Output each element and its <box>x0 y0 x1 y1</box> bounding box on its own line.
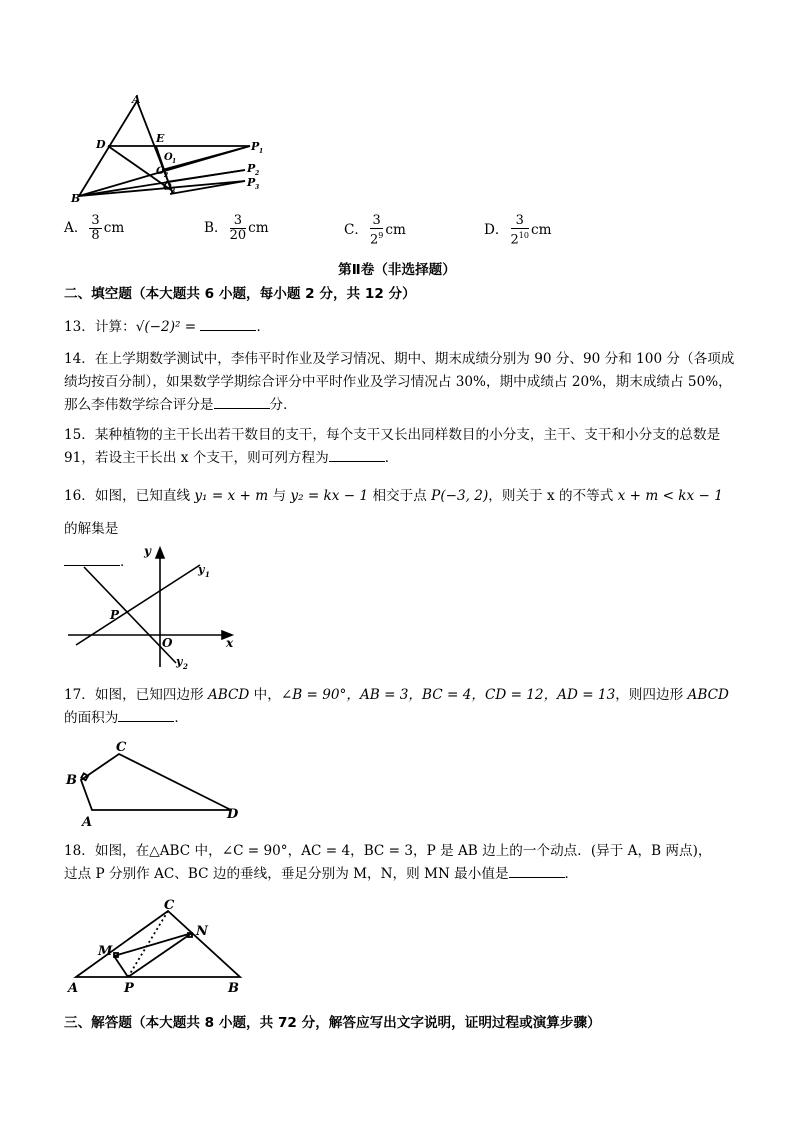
question-15: 15．某种植物的主干长出若干数目的支干，每个支干又长出同样数目的小分支，主干、支干和小分支的总数是 91，若设主干长出 x 个支干，则可列方程为 ． <box>64 427 721 466</box>
fig12-label-O3-sub: 3 <box>171 188 176 195</box>
fig16-label-y2-sub: 2 <box>183 662 188 670</box>
figure-q18 <box>64 895 249 1000</box>
question-16: 16．如图，已知直线 y₁ = x + m 与 y₂ = kx − 1 相交于点 P(−3, 2)，则关于 x 的不等式 x + m < kx − 1 的解集是 ． <box>64 488 723 570</box>
option-unit: cm <box>248 220 269 236</box>
fig18-segment-PN <box>128 933 192 977</box>
q18-line-1: 18．如图，在△ABC 中，∠C = 90°，AC = 4，BC = 3，P 是 AB 边上的一个动点．(异于 A，B 两点)， <box>64 843 712 859</box>
answer-blank[interactable] <box>214 394 270 409</box>
fig18-segment-MN <box>114 933 192 956</box>
q12-option-c <box>344 214 406 247</box>
fig12-label-P1: P <box>251 140 260 153</box>
option-unit: cm <box>103 220 125 236</box>
question-14: 14．在上学期数学测试中，李伟平时作业及学习情况、期中、期末成绩分别为 90 分、90 分和 100 分（各项成绩均按百分制），如果数学学期综合评分中平时作业及学习情况占 30%，期中成绩占 20%，期末成绩占 50%，那么李伟数学综合评分是 分． <box>64 351 735 413</box>
fig18-label-P: P <box>124 981 134 996</box>
option-unit: cm <box>530 222 552 239</box>
option-letter: C． <box>344 222 368 239</box>
answer-blank[interactable] <box>329 447 385 462</box>
option-letter: A． <box>64 220 88 236</box>
fig16-label-y2: y <box>176 655 183 668</box>
fig18-label-B: B <box>228 981 239 996</box>
fig12-label-D: D <box>96 138 106 151</box>
fig16-label-O: O <box>162 636 173 650</box>
fig12-label-O2-sub: 2 <box>164 172 169 179</box>
fig12-label-P3-sub: 3 <box>255 184 260 191</box>
question-13: 13．计算：√(−2)² = ． <box>64 316 736 339</box>
q12-option-a <box>64 214 124 243</box>
figure-q12 <box>70 90 270 208</box>
q16-inequality: x + m < kx − 1 <box>617 488 723 504</box>
option-letter: D． <box>484 222 509 239</box>
option-fraction: $\frac{3}{8}$ <box>91 213 100 243</box>
q17-conditions: ∠B = 90°，AB = 3，BC = 4，CD = 12，AD = 13 <box>280 687 616 703</box>
q12-option-b <box>204 214 269 243</box>
fig18-label-M: M <box>98 944 113 959</box>
part2-title: 第Ⅱ卷（非选择题） <box>338 262 456 278</box>
fig12-label-P3: P <box>247 176 256 189</box>
fig12-label-A: A <box>132 93 141 106</box>
section3-heading: 三、解答题（本大题共 8 小题，共 72 分，解答应写出文字说明，证明过程或演算步骤） <box>64 1015 601 1031</box>
fig18-segment-CP <box>128 911 168 977</box>
fig12-segment-P2O3 <box>166 170 245 182</box>
fig12-label-B: B <box>71 192 81 205</box>
fig18-label-C: C <box>164 898 175 913</box>
fig17-label-D: D <box>227 807 239 822</box>
option-unit: cm <box>385 222 406 239</box>
q16-point: P(−3, 2) <box>431 488 489 504</box>
option-letter: B． <box>204 220 228 236</box>
q16-line2-equation: y₂ = kx − 1 <box>290 488 369 504</box>
option-fraction: $\frac{3}{2^{10}}$ <box>510 213 529 248</box>
figure-q16 <box>64 545 244 670</box>
fig18-label-N: N <box>196 924 208 939</box>
fig18-label-A: A <box>68 981 79 996</box>
fig16-label-y1-sub: 1 <box>205 570 210 579</box>
fig16-label-x: x <box>226 636 234 650</box>
option-fraction: $\frac{3}{20}$ <box>229 213 247 243</box>
fig16-label-y1: y <box>198 563 205 576</box>
answer-blank[interactable] <box>118 707 174 722</box>
fig18-segment-PM <box>114 956 128 977</box>
q13-expression: √(−2)² = <box>135 319 197 335</box>
q12-option-d <box>484 214 551 247</box>
figure-q17 <box>64 736 249 831</box>
fig12-label-O3: O <box>163 182 172 193</box>
fig12-label-P1-sub: 1 <box>259 148 264 155</box>
fig16-label-y: y <box>144 545 151 558</box>
fig17-label-C: C <box>116 740 127 755</box>
answer-blank[interactable] <box>200 316 256 331</box>
q16-line1-equation: y₁ = x + m <box>194 488 269 504</box>
question-17: 17．如图，已知四边形 ABCD 中，∠B = 90°，AB = 3，BC = 4，CD = 12，AD = 13，则四边形 ABCD 的面积为 ． <box>64 687 729 726</box>
q18-line-2: 过点 P 分别作 AC、BC 边的垂线，垂足分别为 M，N，则 MN 最小值是 <box>64 866 509 882</box>
option-fraction: $\frac{3}{2^9}$ <box>370 213 384 248</box>
section2-heading: 二、填空题（本大题共 6 小题，每小题 2 分，共 12 分） <box>64 286 416 302</box>
fig17-quadrilateral <box>81 754 231 810</box>
fig16-y-axis-arrow <box>156 548 164 558</box>
fig12-label-O1-sub: 1 <box>172 158 177 165</box>
fig12-label-O1: O <box>164 152 173 163</box>
fig12-label-P2: P <box>247 162 256 175</box>
answer-blank[interactable] <box>509 863 565 878</box>
fig17-label-B: B <box>66 773 77 788</box>
question-18: 18．如图，在△ABC 中，∠C = 90°，AC = 4，BC = 3，P 是 AB 边上的一个动点．(异于 A，B 两点)， 过点 P 分别作 AC、BC 边的垂线，垂足分别为 M，N，则 MN 最小值是 ． <box>64 843 712 882</box>
fig12-label-P2-sub: 2 <box>255 170 260 177</box>
fig12-label-O2: O <box>156 166 165 177</box>
fig16-label-P: P <box>110 608 120 622</box>
fig12-label-E: E <box>156 132 165 145</box>
fig17-label-A: A <box>82 815 93 830</box>
